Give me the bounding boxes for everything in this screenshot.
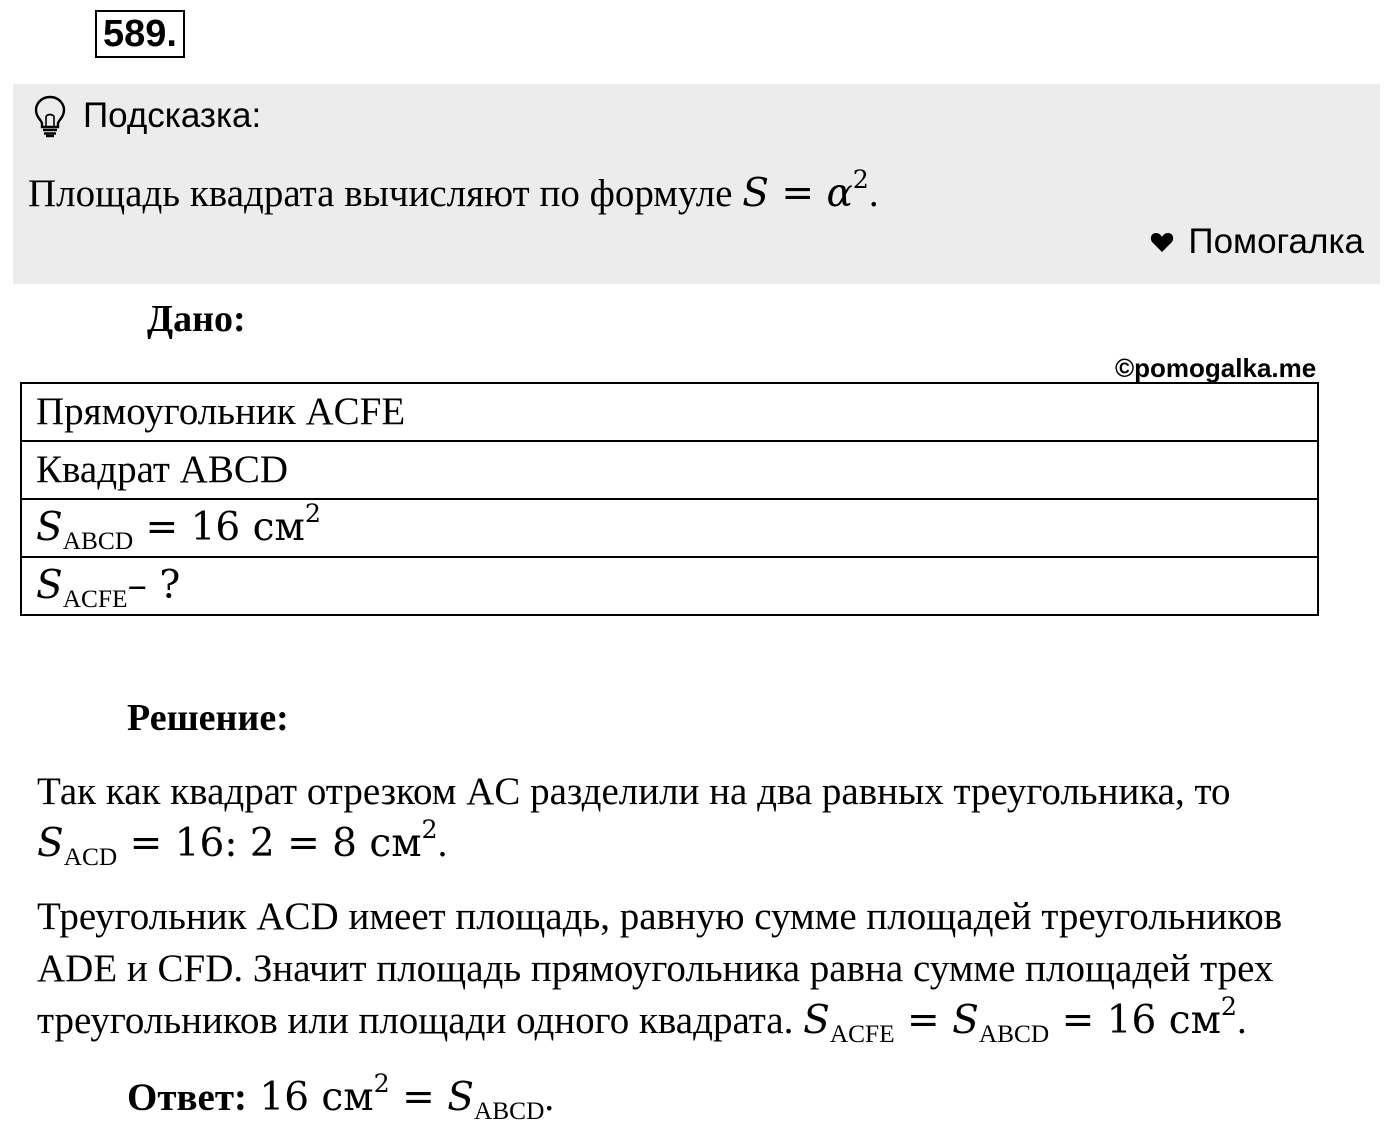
hint-title: Подсказка:	[83, 96, 262, 135]
area-exponent: 2	[1220, 991, 1238, 1022]
hint-text	[28, 164, 879, 218]
table-row	[21, 557, 1318, 615]
hint-formula-exp: 2	[852, 164, 869, 195]
sentence-end: .	[1237, 999, 1247, 1042]
solution-heading: Решение:	[127, 697, 289, 739]
area-symbol: S	[803, 998, 830, 1043]
area-value: = 16 см	[133, 505, 305, 550]
hint-formula-eq: =	[768, 171, 827, 216]
area-subscript: ACD	[63, 842, 118, 871]
hint-text-suffix: .	[868, 172, 879, 215]
table-row	[21, 499, 1318, 557]
answer-value: 16 см	[247, 1075, 374, 1120]
hint-formula-lhs: S	[742, 171, 769, 216]
heart-icon	[1150, 231, 1174, 253]
problem-number	[95, 10, 185, 58]
area-subscript: ABCD	[62, 526, 134, 555]
sentence-end: .	[544, 1076, 555, 1119]
given-table	[20, 382, 1319, 616]
hint-text-prefix: Площадь квадрата вычисляют по формуле	[28, 172, 743, 215]
solution-p2-line2: ADE и CFD. Значит площадь прямоугольника равна сумме площадей трех	[37, 947, 1274, 990]
area-symbol: S	[36, 563, 63, 608]
solution-p2-line1: Треугольник ACD имеет площадь, равную сумме площадей треугольников	[37, 895, 1283, 938]
area-calculation: = 16: 2 = 8 см	[117, 821, 422, 866]
area-subscript: ABCD	[978, 1019, 1050, 1048]
area-subscript: ABCD	[473, 1096, 545, 1125]
solution-p1-line1: Так как квадрат отрезком AC разделили на два равных треугольника, то	[37, 770, 1231, 813]
watermark: ©pomogalka.me	[1115, 353, 1317, 383]
area-symbol: S	[36, 505, 63, 550]
table-row	[21, 441, 1318, 499]
equals-sign: =	[389, 1075, 448, 1120]
solution-paragraph-1	[37, 766, 1231, 870]
equals-sign: =	[894, 998, 953, 1043]
solution-p1-line2	[37, 814, 1231, 871]
given-row-rectangle: Прямоугольник ACFE	[21, 383, 1318, 441]
area-symbol: S	[952, 998, 979, 1043]
area-question: – ?	[127, 563, 181, 608]
area-subscript: ACFE	[62, 584, 128, 613]
hint-box	[13, 84, 1380, 284]
area-symbol: S	[447, 1075, 474, 1120]
given-heading: Дано:	[147, 298, 246, 340]
answer-exponent: 2	[373, 1068, 390, 1099]
given-row-area-abcd	[21, 499, 1318, 557]
area-value: = 16 см	[1049, 998, 1221, 1043]
lightbulb-icon	[33, 94, 67, 138]
area-exponent: 2	[421, 814, 438, 845]
area-subscript: ACFE	[829, 1019, 895, 1048]
solution-paragraph-2	[37, 891, 1282, 1047]
brand-name: Помогалка	[1188, 222, 1364, 261]
sentence-end: .	[437, 822, 448, 865]
hint-formula-base: α	[826, 171, 853, 216]
hint-header	[33, 94, 261, 138]
brand	[1150, 220, 1364, 264]
area-symbol: S	[37, 821, 64, 866]
area-exponent: 2	[304, 498, 321, 529]
given-row-area-acfe	[21, 557, 1318, 615]
solution-p2-line3	[37, 991, 1282, 1048]
problem-number-box: 589.	[95, 10, 185, 58]
answer	[127, 1068, 555, 1125]
given-row-square: Квадрат ABCD	[21, 441, 1318, 499]
answer-label: Ответ:	[127, 1076, 248, 1119]
solution-p2-line3-text: треугольников или площади одного квадрата.	[37, 999, 804, 1042]
table-row	[21, 383, 1318, 441]
